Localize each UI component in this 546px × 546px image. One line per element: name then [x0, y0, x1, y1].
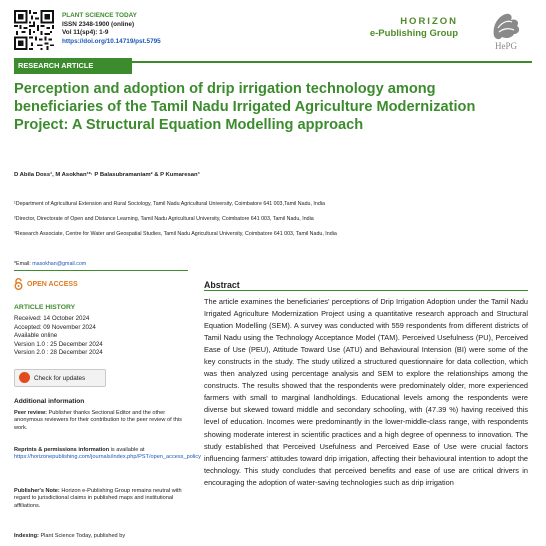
additional-info-heading: Additional information	[14, 398, 85, 405]
email-link[interactable]: masokhan@gmail.com	[32, 261, 87, 267]
publisher-line-2: e-Publishing Group	[369, 28, 458, 39]
affiliation-2: ²Director, Directorate of Open and Distance Learning, Tamil Nadu Agricultural University, Coimbatore 641 003, Tamil Nadu, India	[14, 216, 314, 222]
open-access-label: OPEN ACCESS	[27, 280, 78, 288]
journal-name: PLANT SCIENCE TODAY	[62, 12, 137, 19]
journal-issn: ISSN 2348-1900 (online)	[62, 20, 135, 28]
affiliation-1: ¹Department of Agricultural Extension and Rural Sociology, Tamil Nadu Agricultural University, Coimbatore 641 003,Tamil Nadu, India	[14, 201, 325, 207]
publishers-note-label: Publisher's Note:	[14, 488, 60, 494]
logo-text: HePG	[495, 41, 517, 51]
abstract-body: The article examines the beneficiaries' perceptions of Drip Irrigation Adoption under the Tamil Nadu Irrigated Agriculture Modernization Project using a quantitative research approach and Structural Equation Modelling (SEM). A survey was conducted with 559 respondents from different districts of Tamil Nadu using the Technology Acceptance Model (TAM). Perceived Usefulness (PU), Perceived Ease of Use (PEU), Attitude Toward Use (ATU) and Behavioural Intension (BI) were some of the key constructs in the study. The study utilized a structured questionnaire for data collection, which was then analyzed using percentage analysis and SEM to explore the relationships among the constructs. The results showed that the respondents were predominately older, more experienced farmers with small to marginal landholdings. Educational levels among the respondents were diverse but skewed toward middle and secondary schooling, with (47.39 %) having received this level of education. Incomes were predominantly in the lower-middle-class range, with respondents showing moderate interest in scientific practices and a high degree of openness to innovation. The study established that Perceived Usefulness and Perceived Ease of Use were crucial factors influencing farmers' attitudes toward drip irrigation, affecting their behavioural intention to adopt the technology. This study concludes that perceived benefits and ease of use are critical drivers in encouraging the adoption of water-saving technologies such as drip irrigation	[204, 297, 528, 487]
open-access-badge	[14, 278, 78, 290]
article-history	[14, 315, 103, 358]
publishers-note-text: Horizon e-Publishing Group remains neutral with regard to jurisdictional claims in published maps and institutional affiliations.	[14, 488, 182, 509]
history-line: Available online	[14, 332, 58, 340]
reprints-label: Reprints & permissions information	[14, 447, 110, 453]
update-check-icon	[19, 372, 30, 383]
check-for-updates-label: Check for updates	[34, 375, 86, 382]
article-history-heading: ARTICLE HISTORY	[14, 304, 76, 311]
publisher-logo-icon	[486, 8, 526, 52]
abstract-rule	[204, 290, 528, 291]
article-title: Perception and adoption of drip irrigation technology among beneficiaries of the Tamil Nadu Irrigated Agriculture Modernization Project: A Structural Equation Modelling approach	[14, 81, 476, 133]
email-label: *Email:	[14, 261, 31, 267]
publisher-name	[370, 16, 458, 40]
check-for-updates-button[interactable]	[14, 369, 106, 387]
affiliation-3: ³Research Associate, Centre for Water and Geospatial Studies, Tamil Nadu Agricultural University, Coimbatore 641 003, Tamil Nadu, India	[14, 231, 337, 237]
indexing-text: Plant Science Today, published by	[40, 533, 126, 539]
indexing-note	[14, 533, 186, 540]
reprints-link[interactable]: https://horizonepublishing.com/journals/index.php/PST/open_access_policy	[14, 454, 201, 461]
author-list: D Abila Doss¹, M Asokhan¹*· P Balasubramaniam² & P Kumaresan³	[14, 172, 200, 178]
history-line: Version 1.0 : 25 December 2024	[14, 340, 103, 348]
indexing-label: Indexing:	[14, 533, 39, 539]
history-line: Accepted: 09 November 2024	[14, 323, 96, 331]
qr-code-icon	[14, 10, 54, 50]
publishers-note	[14, 488, 186, 510]
publisher-line-1: HORIZON	[400, 16, 458, 27]
peer-review-text: Publisher thanks Sectional Editor and the other anonymous reviewers for their contribution to the peer review of this work.	[14, 410, 182, 431]
reprints-text: is available at	[110, 447, 145, 453]
history-line: Received: 14 October 2024	[14, 315, 90, 322]
journal-info	[62, 12, 161, 46]
open-access-icon	[14, 278, 23, 290]
article-type-banner: RESEARCH ARTICLE	[14, 58, 132, 74]
peer-review-note	[14, 410, 186, 432]
journal-volume: Vol 11(sp4): 1-9	[62, 29, 109, 37]
history-line: Version 2.0 : 28 December 2024	[14, 349, 103, 357]
abstract-heading: Abstract	[204, 280, 240, 290]
reprints-note	[14, 447, 201, 462]
doi-link[interactable]: https://doi.org/10.14719/pst.5795	[62, 37, 161, 45]
sidebar-rule	[14, 270, 188, 271]
peer-review-label: Peer review:	[14, 410, 47, 416]
correspondence-email	[14, 261, 86, 267]
